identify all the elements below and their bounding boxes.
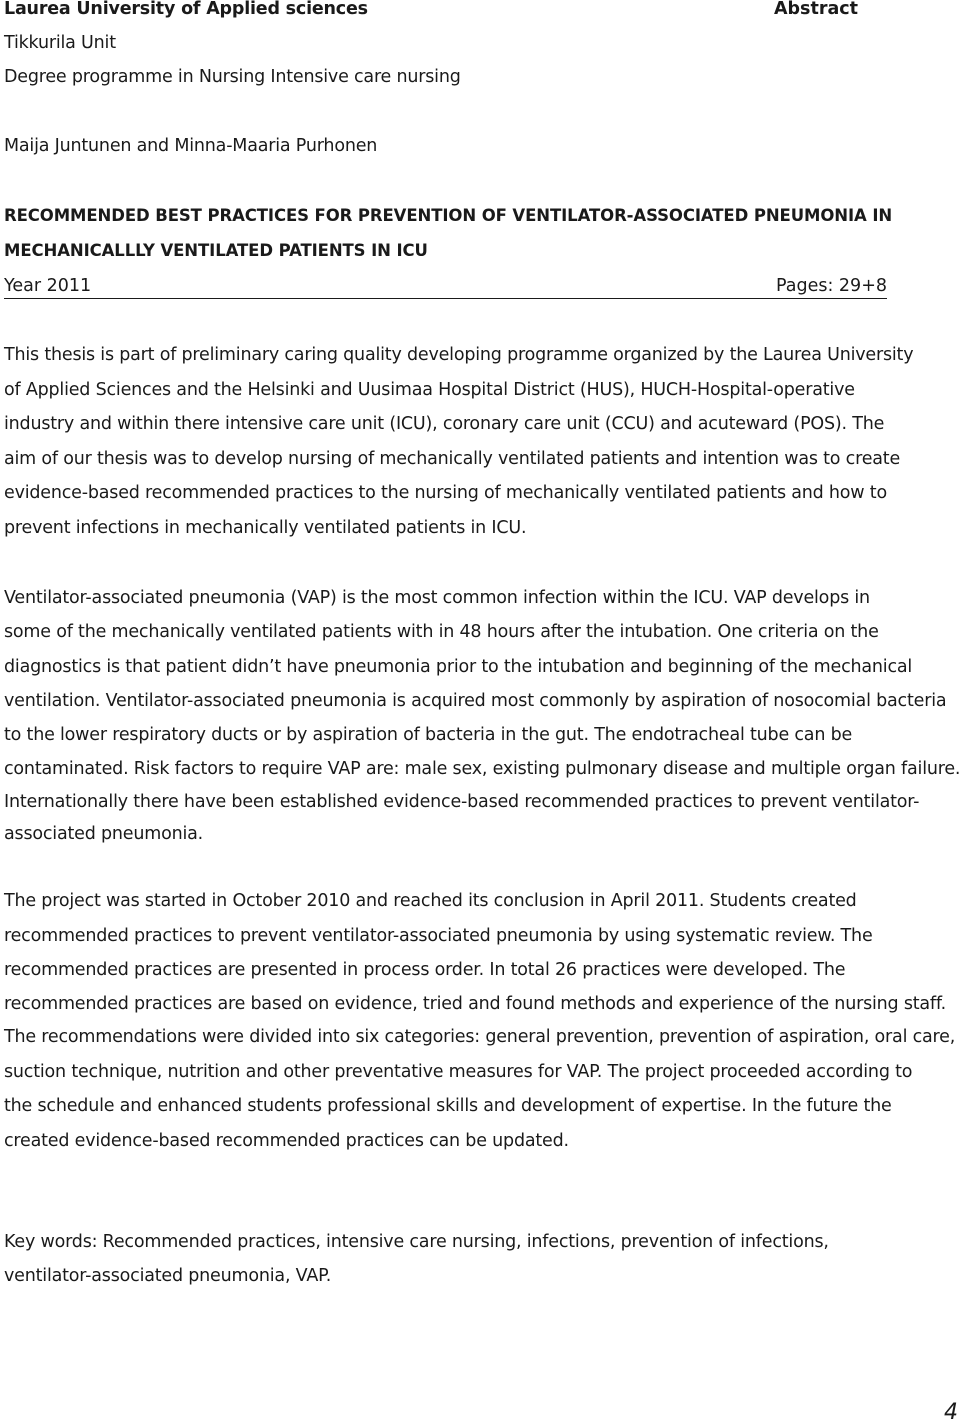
unit-name: Tikkurila Unit — [4, 33, 116, 53]
institution-name: Laurea University of Applied sciences — [4, 0, 368, 19]
year-pages-row — [4, 276, 887, 299]
keywords-line: ventilator-associated pneumonia, VAP. — [4, 1266, 332, 1286]
paragraph-line: recommended practices to prevent ventilator-associated pneumonia by using systematic review. The — [4, 926, 873, 946]
paragraph-line: evidence-based recommended practices to the nursing of mechanically ventilated patients and how to — [4, 483, 887, 503]
paragraph-line: suction technique, nutrition and other preventative measures for VAP. The project proceeded according to — [4, 1062, 913, 1082]
thesis-title-line-1: RECOMMENDED BEST PRACTICES FOR PREVENTION OF VENTILATOR-ASSOCIATED PNEUMONIA IN — [4, 206, 893, 225]
paragraph-line: Ventilator-associated pneumonia (VAP) is the most common infection within the ICU. VAP develops in — [4, 588, 870, 608]
paragraph-line: contaminated. Risk factors to require VAP are: male sex, existing pulmonary disease and multiple organ failure. — [4, 759, 960, 779]
paragraph-line: created evidence-based recommended practices can be updated. — [4, 1131, 569, 1151]
page-number: 4 — [944, 1400, 958, 1425]
paragraph-line: of Applied Sciences and the Helsinki and Uusimaa Hospital District (HUS), HUCH-Hospital-operative — [4, 380, 855, 400]
paragraph-line: This thesis is part of preliminary caring quality developing programme organized by the Laurea University — [4, 345, 914, 365]
paragraph-line: diagnostics is that patient didn’t have pneumonia prior to the intubation and beginning of the mechanical — [4, 657, 913, 677]
authors: Maija Juntunen and Minna-Maaria Purhonen — [4, 136, 378, 156]
paragraph-line: recommended practices are based on evidence, tried and found methods and experience of the nursing staff. — [4, 994, 946, 1014]
paragraph-line: The project was started in October 2010 and reached its conclusion in April 2011. Students created — [4, 891, 857, 911]
paragraph-line: Internationally there have been established evidence-based recommended practices to prevent ventilator- — [4, 792, 920, 812]
paragraph-line: industry and within there intensive care unit (ICU), coronary care unit (CCU) and acuteward (POS). The — [4, 414, 885, 434]
paragraph-line: aim of our thesis was to develop nursing of mechanically ventilated patients and intention was to create — [4, 449, 901, 469]
programme-name: Degree programme in Nursing Intensive care nursing — [4, 67, 461, 87]
keywords-line: Key words: Recommended practices, intensive care nursing, infections, prevention of infections, — [4, 1232, 829, 1252]
paragraph-line: some of the mechanically ventilated patients with in 48 hours after the intubation. One criteria on the — [4, 622, 879, 642]
paragraph-line: ventilation. Ventilator-associated pneumonia is acquired most commonly by aspiration of nosocomial bacteria — [4, 691, 947, 711]
paragraph-line: the schedule and enhanced students professional skills and development of expertise. In the future the — [4, 1096, 892, 1116]
page-count: Pages: 29+8 — [775, 276, 887, 296]
paragraph-line: associated pneumonia. — [4, 824, 204, 844]
paragraph-line: recommended practices are presented in process order. In total 26 practices were developed. The — [4, 960, 846, 980]
paragraph-line: to the lower respiratory ducts or by aspiration of bacteria in the gut. The endotracheal tube can be — [4, 725, 853, 745]
year: Year 2011 — [4, 276, 92, 296]
paragraph-line: The recommendations were divided into six categories: general prevention, prevention of aspiration, oral care, — [4, 1027, 956, 1047]
paragraph-line: prevent infections in mechanically ventilated patients in ICU. — [4, 518, 527, 538]
thesis-title-line-2: MECHANICALLLY VENTILATED PATIENTS IN ICU — [4, 241, 428, 260]
abstract-label: Abstract — [773, 0, 858, 19]
